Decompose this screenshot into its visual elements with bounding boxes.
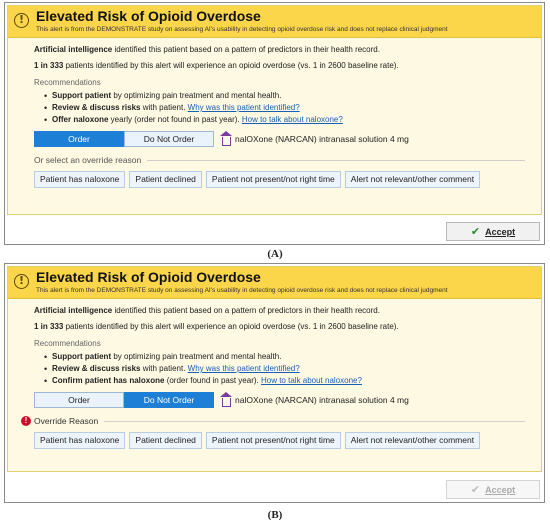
alert-header (8, 6, 541, 38)
panel-caption-b: (B) (267, 509, 283, 521)
order-button[interactable]: Order (34, 131, 124, 147)
accept-label: Accept (485, 226, 516, 237)
bpa-alert (7, 266, 542, 472)
reason-not-relevant-button[interactable]: Alert not relevant/other comment (345, 432, 480, 449)
ai-statement: Artificial intelligence identified this patient based on a pattern of predictors in their health record. (34, 45, 380, 54)
alert-panel-a (4, 2, 545, 245)
naloxone-talk-link[interactable]: How to talk about naloxone? (241, 115, 343, 124)
medication-label: nalOXone (NARCAN) intranasal solution 4 mg (235, 394, 409, 405)
alert-panel-b (4, 263, 545, 503)
medication-label: nalOXone (NARCAN) intranasal solution 4 mg (235, 133, 409, 144)
order-button[interactable]: Order (34, 392, 124, 408)
risk-statement: 1 in 333 patients identified by this alert will experience an opioid overdose (vs. 1 in 2600 baseline rate). (34, 61, 399, 70)
bpa-alert (7, 5, 542, 215)
why-identified-link[interactable]: Why was this patient identified? (187, 103, 300, 112)
error-exclamation-icon: ! (21, 416, 31, 426)
risk-statement: 1 in 333 patients identified by this alert will experience an opioid overdose (vs. 1 in 2600 baseline rate). (34, 322, 399, 331)
medication-order[interactable] (222, 134, 409, 145)
ai-statement: Artificial intelligence identified this patient based on a pattern of predictors in their health record. (34, 306, 380, 315)
recommendation-item: • Offer naloxone yearly (order not found in past year). How to talk about naloxone? (44, 114, 541, 126)
accept-button-disabled[interactable] (446, 480, 540, 499)
override-heading-row (34, 155, 541, 166)
order-choice-row (34, 131, 541, 147)
reason-patient-declined-button[interactable]: Patient declined (129, 432, 202, 449)
override-reasons (34, 432, 541, 449)
naloxone-talk-link[interactable]: How to talk about naloxone? (260, 376, 362, 385)
recommendations-heading: Recommendations (34, 78, 101, 87)
alert-body (8, 38, 541, 188)
alert-subtitle: This alert is from the DEMONSTRATE study on assessing AI's usability in detecting opioid overdose risk and does not replace clinical judgment (36, 26, 448, 33)
recommendation-item: • Confirm patient has naloxone (order found in past year). How to talk about naloxone? (44, 375, 541, 387)
alert-body (8, 299, 541, 449)
accept-label: Accept (485, 484, 516, 495)
override-heading-row (24, 416, 541, 427)
reason-patient-has-naloxone-button[interactable]: Patient has naloxone (34, 171, 125, 188)
medication-order[interactable] (222, 395, 409, 406)
why-identified-link[interactable]: Why was this patient identified? (187, 364, 300, 373)
alert-header (8, 267, 541, 299)
recommendation-item: • Support patient by optimizing pain treatment and mental health. (44, 90, 541, 102)
reason-patient-has-naloxone-button[interactable]: Patient has naloxone (34, 432, 125, 449)
order-choice-row (34, 392, 541, 408)
warning-circle-icon: ! (14, 274, 29, 289)
recommendation-item: • Review & discuss risks with patient. Why was this patient identified? (44, 363, 541, 375)
checkmark-icon: ✔ (470, 483, 481, 496)
house-icon (222, 398, 231, 407)
alert-subtitle: This alert is from the DEMONSTRATE study on assessing AI's usability in detecting opioid overdose risk and does not replace clinical judgment (36, 287, 448, 294)
recommendation-item: • Support patient by optimizing pain treatment and mental health. (44, 351, 541, 363)
checkmark-icon: ✔ (470, 225, 481, 238)
warning-circle-icon: ! (14, 13, 29, 28)
reason-not-present-button[interactable]: Patient not present/not right time (206, 171, 341, 188)
accept-button[interactable] (446, 222, 540, 241)
alert-title: Elevated Risk of Opioid Overdose (36, 269, 261, 285)
recommendation-item: • Review & discuss risks with patient. Why was this patient identified? (44, 102, 541, 114)
divider (147, 160, 525, 161)
reason-not-present-button[interactable]: Patient not present/not right time (206, 432, 341, 449)
recommendations-heading: Recommendations (34, 339, 101, 348)
divider (104, 421, 525, 422)
panel-caption-a: (A) (267, 248, 283, 260)
house-icon (222, 137, 231, 146)
do-not-order-button[interactable]: Do Not Order (124, 131, 214, 147)
alert-title: Elevated Risk of Opioid Overdose (36, 8, 261, 24)
override-reasons (34, 171, 541, 188)
do-not-order-button[interactable]: Do Not Order (124, 392, 214, 408)
override-label: Override Reason (34, 416, 99, 426)
override-label: Or select an override reason (34, 155, 142, 165)
recommendations-list (34, 90, 541, 126)
recommendations-list (34, 351, 541, 387)
reason-patient-declined-button[interactable]: Patient declined (129, 171, 202, 188)
reason-not-relevant-button[interactable]: Alert not relevant/other comment (345, 171, 480, 188)
